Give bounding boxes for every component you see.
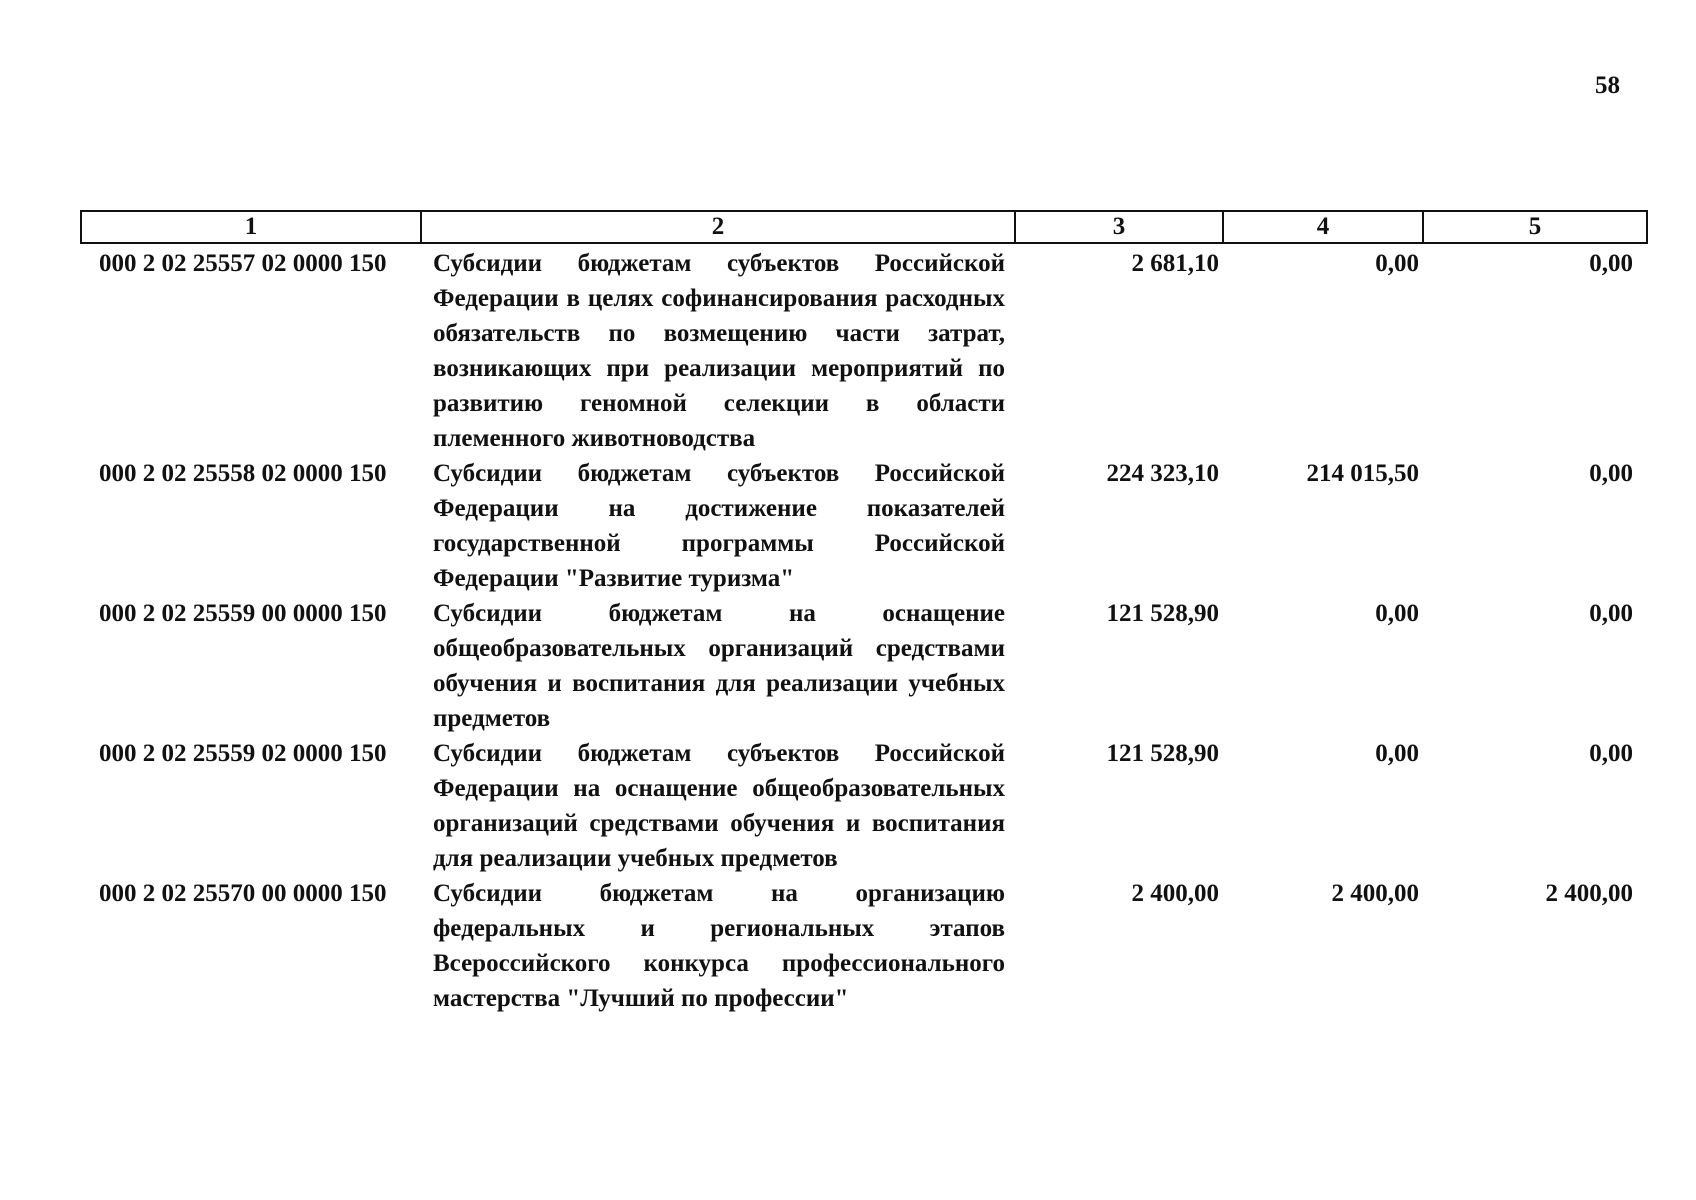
amount-col-3: 2 681,10 [1131, 250, 1219, 277]
amount-col-5: 0,00 [1589, 460, 1633, 487]
amount-col-4: 0,00 [1375, 600, 1419, 627]
header-col-1: 1 [81, 211, 421, 243]
table-header [81, 211, 1647, 243]
table-row [81, 876, 1647, 1016]
amount-col-3: 121 528,90 [1106, 740, 1219, 767]
table-row [81, 243, 1647, 456]
budget-code: 000 2 02 25559 00 0000 150 [99, 600, 387, 627]
header-col-2: 2 [421, 211, 1015, 243]
budget-code: 000 2 02 25559 02 0000 150 [99, 740, 387, 767]
row-description: Субсидии бюджетам на организацию федеральных и региональных этапов Всероссийского конкурса профессионального мастерства "Лучший по профессии" [433, 880, 1005, 1012]
row-description: Субсидии бюджетам субъектов Российской Федерации в целях софинансирования расходных обязательств по возмещению части затрат, возникающих при реализации мероприятий по развитию геномной селекции в области племенного животноводства [433, 250, 1005, 452]
budget-code: 000 2 02 25570 00 0000 150 [99, 880, 387, 907]
header-row [81, 211, 1647, 243]
amount-col-3: 224 323,10 [1106, 460, 1219, 487]
header-col-5: 5 [1423, 211, 1647, 243]
amount-col-5: 0,00 [1589, 740, 1633, 767]
table-body [81, 243, 1647, 1016]
amount-col-4: 0,00 [1375, 250, 1419, 277]
amount-col-4: 214 015,50 [1306, 460, 1419, 487]
amount-col-3: 2 400,00 [1131, 880, 1219, 907]
page-number: 58 [1595, 72, 1620, 99]
row-description: Субсидии бюджетам субъектов Российской Федерации на оснащение общеобразовательных организаций средствами обучения и воспитания для реализации учебных предметов [433, 740, 1005, 872]
amount-col-4: 2 400,00 [1331, 880, 1419, 907]
amount-col-5: 0,00 [1589, 600, 1633, 627]
budget-table [80, 210, 1648, 1016]
header-col-3: 3 [1015, 211, 1223, 243]
amount-col-3: 121 528,90 [1106, 600, 1219, 627]
row-description: Субсидии бюджетам на оснащение общеобразовательных организаций средствами обучения и воспитания для реализации учебных предметов [433, 600, 1005, 732]
row-description: Субсидии бюджетам субъектов Российской Федерации на достижение показателей государственной программы Российской Федерации "Развитие туризма" [433, 460, 1005, 592]
table-row [81, 456, 1647, 596]
amount-col-5: 2 400,00 [1545, 880, 1633, 907]
budget-code: 000 2 02 25557 02 0000 150 [99, 250, 387, 277]
amount-col-4: 0,00 [1375, 740, 1419, 767]
amount-col-5: 0,00 [1589, 250, 1633, 277]
table-row [81, 736, 1647, 876]
header-col-4: 4 [1223, 211, 1423, 243]
budget-code: 000 2 02 25558 02 0000 150 [99, 460, 387, 487]
table-row [81, 596, 1647, 736]
